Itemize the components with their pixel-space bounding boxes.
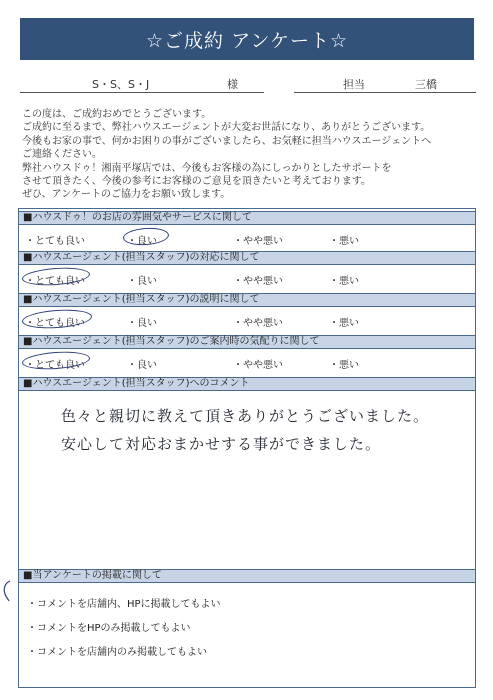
q1-option-good[interactable]: ・良い: [127, 236, 157, 247]
publication-option-store-only[interactable]: ・コメントを店舗内のみ掲載してもよい: [27, 647, 207, 658]
survey-title: ☆ご成約 アンケート☆: [146, 29, 348, 52]
customer-underline: [20, 92, 264, 93]
q3-option-bad[interactable]: ・悪い: [329, 318, 359, 329]
q1-option-somewhat-bad[interactable]: ・やや悪い: [233, 236, 283, 247]
q4-option-somewhat-bad[interactable]: ・やや悪い: [233, 360, 283, 371]
q2-option-good[interactable]: ・良い: [127, 276, 157, 287]
question-4-header: ■ハウスエージェント(担当スタッフ)のご案内時の気配りに関して: [19, 335, 475, 349]
intro-line: 今後もお家の事で、何かお困りの事がございましたら、お気軽に担当ハウスエージェントへ: [22, 135, 432, 147]
question-3-options: [19, 307, 475, 331]
intro-line: 弊社ハウスドゥ！湘南平塚店では、今後もお客様の為にしっかりとしたサポートを: [22, 162, 392, 174]
honorific: 様: [227, 78, 238, 91]
q1-selection-circle: [122, 226, 169, 246]
question-1-header: ■ハウスドゥ！のお店の雰囲気やサービスに関して: [19, 211, 475, 225]
customer-name: S・S、S・J: [92, 78, 150, 91]
question-2-options: [19, 265, 475, 289]
q2-option-somewhat-bad[interactable]: ・やや悪い: [233, 276, 283, 287]
q4-option-very-good[interactable]: ・とても良い: [25, 360, 85, 371]
intro-line: ご成約に至るまで、弊社ハウスエージェントが大変お世話になり、ありがとうございます。: [22, 122, 431, 134]
q1-option-bad[interactable]: ・悪い: [329, 236, 359, 247]
question-4-options: [19, 349, 475, 373]
staff-underline: [294, 92, 476, 93]
comment-line-1: 色々と親切に教えて頂きありがとうございました。: [61, 407, 430, 425]
q2-option-very-good[interactable]: ・とても良い: [25, 276, 85, 287]
q3-option-somewhat-bad[interactable]: ・やや悪い: [233, 318, 283, 329]
survey-form: [18, 208, 476, 688]
publication-option-store-and-hp[interactable]: ・コメントを店舗内、HPに掲載してもよい: [27, 599, 221, 610]
q1-option-very-good[interactable]: ・とても良い: [25, 236, 85, 247]
comment-line-2: 安心して対応おまかせする事ができました。: [61, 435, 382, 453]
intro-line: させて頂きたく、今後の参考にお客様のご意見を頂きたいと考えております。: [22, 176, 371, 188]
q3-option-good[interactable]: ・良い: [127, 318, 157, 329]
survey-title-banner: [20, 18, 474, 60]
q3-option-very-good[interactable]: ・とても良い: [25, 318, 85, 329]
comment-header: ■ハウスエージェント(担当スタッフ)へのコメント: [19, 377, 475, 391]
publication-header: ■当アンケートの掲載に関して: [19, 569, 475, 583]
intro-line: ぜひ、アンケートのご協力をお願い致します。: [22, 189, 231, 201]
q2-option-bad[interactable]: ・悪い: [329, 276, 359, 287]
intro-line: ご連絡ください。: [22, 149, 102, 161]
q4-option-bad[interactable]: ・悪い: [329, 360, 359, 371]
staff-label: 担当: [343, 78, 365, 91]
question-3-header: ■ハウスエージェント(担当スタッフ)の説明に関して: [19, 293, 475, 307]
comment-area[interactable]: [19, 391, 475, 567]
staff-name: 三橋: [415, 78, 437, 91]
question-2-header: ■ハウスエージェント(担当スタッフ)の対応に関して: [19, 251, 475, 265]
q4-option-good[interactable]: ・良い: [127, 360, 157, 371]
publication-option-hp-only[interactable]: ・コメントをHPのみ掲載してもよい: [27, 623, 191, 634]
intro-line: この度は、ご成約おめでとうございます。: [22, 109, 212, 120]
publication-check-mark: [2, 580, 12, 602]
intro-message: [22, 108, 482, 202]
question-1-options: [19, 225, 475, 249]
